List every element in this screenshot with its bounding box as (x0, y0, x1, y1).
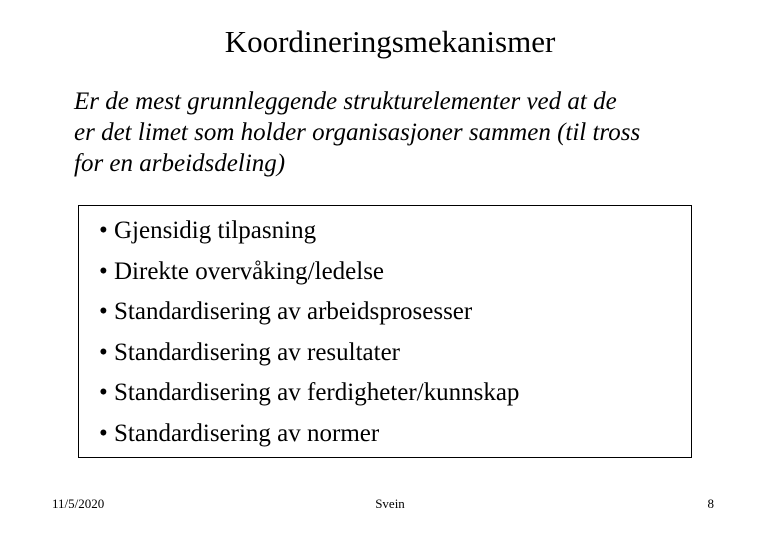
bullet-marker: • (99, 298, 108, 326)
bullet-item (79, 373, 691, 414)
bullet-item (79, 252, 691, 293)
bullet-marker: • (99, 379, 108, 407)
bullet-item (79, 211, 691, 252)
bullet-marker: • (99, 257, 108, 285)
footer-author: Svein (375, 496, 405, 511)
bullet-box (78, 205, 692, 458)
bullet-item (79, 414, 691, 455)
bullet-text: Standardisering av resultater (114, 338, 401, 366)
bullet-text: Standardisering av arbeidsprosesser (114, 298, 473, 326)
footer-date: 11/5/2020 (52, 496, 105, 511)
intro-paragraph (74, 86, 754, 179)
bullet-text: Standardisering av ferdigheter/kunnskap (114, 379, 520, 407)
page-number: 8 (707, 496, 714, 511)
bullet-text: Gjensidig tilpasning (114, 217, 317, 244)
bullet-marker: • (99, 217, 108, 244)
bullet-item (79, 333, 691, 374)
intro-line: for en arbeidsdeling) (74, 150, 286, 177)
bullet-text: Standardisering av normer (114, 419, 380, 447)
slide-title: Koordineringsmekanismer (224, 24, 556, 59)
bullet-text: Direkte overvåking/ledelse (114, 257, 385, 285)
intro-line: Er de mest grunnleggende strukturelementer ved at de (74, 88, 617, 115)
bullet-item (79, 292, 691, 333)
bullet-marker: • (99, 419, 108, 447)
bullet-marker: • (99, 338, 108, 366)
intro-line: er det limet som holder organisasjoner sammen (til tross (74, 119, 641, 146)
bullet-list (79, 211, 691, 455)
